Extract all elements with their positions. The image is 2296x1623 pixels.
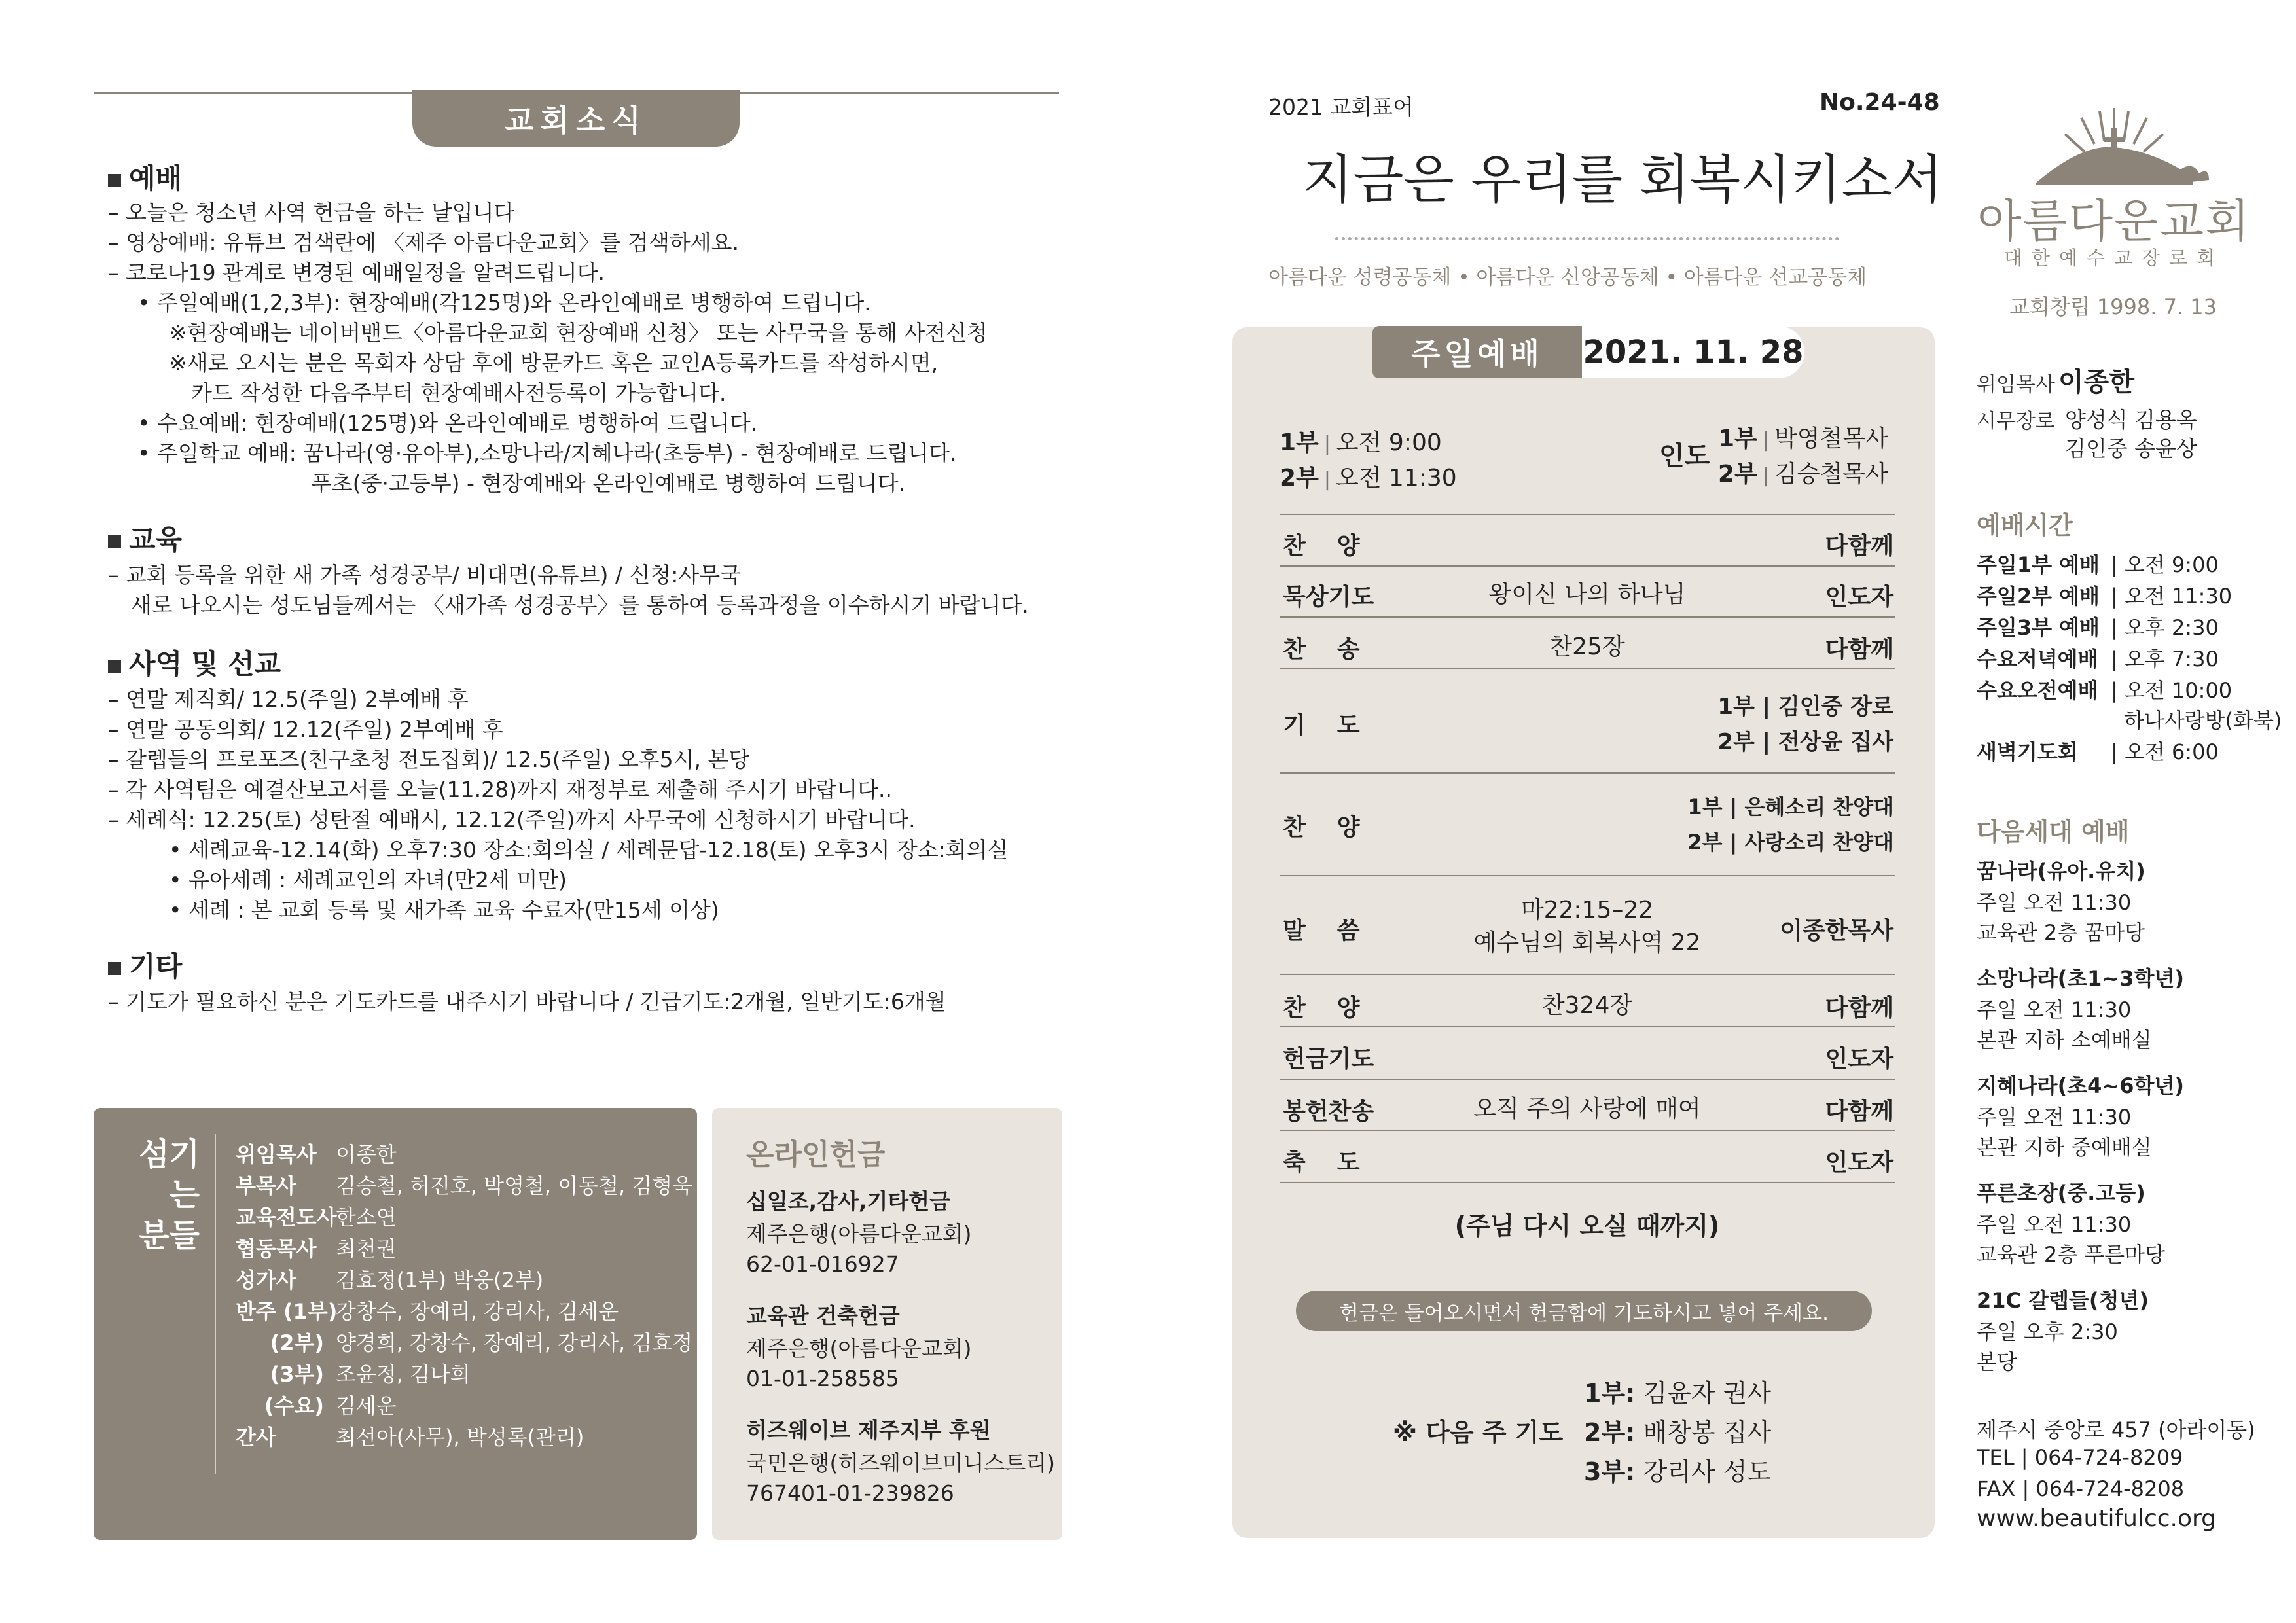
order-item: 찬양 [1283, 533, 1391, 560]
prayer-part: 2부: [1584, 1418, 1636, 1447]
leader-part: 2부 [1718, 461, 1757, 488]
order-item: 축도 [1283, 1149, 1391, 1176]
account-bank: 국민은행(히즈웨이브미니스트리) [746, 1450, 1056, 1476]
servant-names: 김승철, 허진호, 박영철, 이동철, 김형욱 [336, 1173, 693, 1198]
servant-row [236, 1390, 397, 1421]
next-gen-time: 주일 오전 11:30 [1977, 1212, 2132, 1237]
news-line: – 기도가 필요하신 분은 기도카드를 내주시기 바랍니다 / 긴급기도:2개월, 일반기도:6개월 [108, 989, 946, 1014]
order-who: 1부 | 김인중 장로 [1717, 694, 1893, 720]
leader-name: 김승철목사 [1774, 461, 1888, 488]
separator: | [1762, 464, 1769, 487]
worship-time-value: | 오전 6:00 [2111, 740, 2219, 764]
account-heading: 십일조,감사,기타헌금 [746, 1188, 950, 1214]
leader [1718, 420, 1888, 454]
news-line: • 주일학교 예배: 꿈나라(영·유아부),소망나라/지혜나라(초등부) - 현장예배로 드립니다. [137, 440, 957, 466]
worship-time-row [1977, 674, 2232, 704]
account-number: 62-01-016927 [746, 1251, 899, 1277]
row-divider [1280, 772, 1895, 774]
servant-role: 위임목사 [236, 1142, 317, 1167]
next-prayer-row [1584, 1373, 1771, 1409]
row-divider [1280, 875, 1895, 876]
next-gen-place: 본관 지하 소예배실 [1977, 1027, 2152, 1052]
next-prayer-label: ※ 다음 주 기도 [1393, 1418, 1564, 1447]
section-title: 사역 및 선교 [129, 648, 281, 680]
order-item: 봉헌찬송 [1283, 1098, 1374, 1125]
servant-names: 김효정(1부) 박웅(2부) [336, 1268, 544, 1293]
servant-row [236, 1359, 471, 1390]
worship-time-name: 주일2부 예배 [1977, 584, 2100, 609]
row-divider [1280, 514, 1895, 515]
account-heading: 히즈웨이브 제주지부 후원 [746, 1418, 991, 1443]
worship-time-value: | 오후 2:30 [2111, 615, 2219, 640]
worship-time-value: | 오전 9:00 [2111, 552, 2219, 577]
order-who: 다함께 [1825, 636, 1893, 663]
worship-time-row [1977, 704, 2282, 734]
worship-time-row [1977, 736, 2219, 766]
worship-date: 2021. 11. 28 [1582, 326, 1804, 378]
church-fax: FAX | 064-724-8208 [1977, 1476, 2185, 1501]
section-heading-etc [108, 945, 182, 984]
next-gen-name: 지혜나라(초4~6학년) [1977, 1073, 2184, 1098]
separator: | [1762, 429, 1769, 452]
servant-role: (3부) [270, 1362, 324, 1387]
worship-tag: 주일예배 [1372, 326, 1582, 378]
order-who: 다함께 [1825, 1098, 1893, 1125]
prayer-name: 김윤자 권사 [1643, 1379, 1772, 1408]
account-number: 01-01-258585 [746, 1366, 899, 1391]
servant-names: 양경희, 강창수, 장예리, 강리사, 김효정 [336, 1330, 693, 1355]
church-address: 제주시 중앙로 457 (아라이동) [1977, 1418, 2255, 1442]
row-divider [1280, 1182, 1895, 1183]
order-who: 인도자 [1825, 1046, 1893, 1073]
worship-time-name: 수요저녁예배 [1977, 647, 2098, 671]
order-content: 마22:15–22 [1520, 897, 1654, 923]
account-bank: 제주은행(아름다운교회) [746, 1336, 972, 1361]
row-divider [1280, 1026, 1895, 1027]
worship-time-row [1977, 643, 2219, 673]
leader-name: 박영철목사 [1774, 425, 1888, 452]
leader-part: 1부 [1718, 425, 1757, 452]
servant-role: 반주 (1부) [236, 1299, 338, 1324]
founded-date: 교회창립 1998. 7. 13 [2009, 294, 2217, 319]
news-line: – 코로나19 관계로 변경된 예배일정을 알려드립니다. [108, 260, 605, 285]
servant-names: 이종한 [336, 1142, 397, 1167]
next-gen-time: 주일 오전 11:30 [1977, 890, 2132, 915]
prayer-name: 강리사 성도 [1643, 1457, 1772, 1486]
order-content: 찬25장 [1549, 633, 1625, 660]
order-who: 2부 | 전상윤 집사 [1717, 729, 1893, 755]
news-line: • 유아세례 : 세례교인의 자녀(만2세 미만) [169, 867, 567, 893]
next-gen-place: 교육관 2층 푸른마당 [1977, 1242, 2165, 1267]
bullet-square-icon [108, 535, 121, 548]
denomination: 대한예수교장로회 [2003, 247, 2225, 269]
row-divider [1280, 565, 1895, 567]
news-line: ※새로 오시는 분은 목회자 상담 후에 방문카드 혹은 교인A등록카드를 작성하시면, [169, 350, 939, 376]
next-gen-time: 주일 오전 11:30 [1977, 1105, 2132, 1130]
church-motto: 지금은 우리를 회복시키소서 [1302, 149, 1943, 210]
servant-row [236, 1421, 584, 1453]
order-content: 찬324장 [1541, 992, 1633, 1019]
prayer-part: 1부: [1584, 1379, 1636, 1408]
order-item: 말씀 [1283, 918, 1391, 944]
worship-time-row [1977, 611, 2219, 641]
news-line: 새로 나오시는 성도님들께서는 〈새가족 성경공부〉를 통하여 등록과정을 이수하시기 바랍니다. [131, 592, 1029, 618]
news-line: • 주일예배(1,2,3부): 현장예배(각125명)와 온라인예배로 병행하여 드립니다. [137, 290, 871, 315]
prayer-name: 배창봉 집사 [1643, 1418, 1772, 1447]
order-who: 다함께 [1825, 533, 1893, 560]
servant-names: 한소연 [336, 1205, 397, 1230]
servant-row [236, 1233, 397, 1264]
until-he-comes: (주님 다시 오실 때까지) [1454, 1211, 1720, 1240]
offering-notice: 헌금은 들어오시면서 헌금함에 기도하시고 넣어 주세요. [1296, 1291, 1872, 1331]
order-item: 찬송 [1283, 636, 1391, 663]
worship-time-name: 주일3부 예배 [1977, 615, 2100, 640]
worship-time-value: | 오전 11:30 [2111, 584, 2233, 609]
order-who: 1부 | 은혜소리 찬양대 [1687, 794, 1893, 819]
servants-title [111, 1134, 200, 1256]
news-line: 카드 작성한 다음주부터 현장예배사전등록이 가능합니다. [191, 380, 726, 406]
next-gen-name: 꿈나라(유아.유치) [1977, 859, 2145, 883]
next-gen-place: 본당 [1977, 1349, 2017, 1374]
next-gen-title: 다음세대 예배 [1977, 817, 2130, 846]
issue-number: No.24-48 [1820, 89, 1940, 116]
leader-label [1659, 435, 1710, 473]
next-prayer-row [1584, 1452, 1771, 1488]
servant-names: 최천권 [336, 1236, 397, 1261]
row-divider [1280, 974, 1895, 975]
news-title: 교회소식 [412, 90, 740, 147]
news-line: – 교회 등록을 위한 새 가족 성경공부/ 비대면(유튜브) / 신청:사무국 [108, 562, 741, 588]
bullet-square-icon [108, 174, 121, 187]
news-line: – 영상예배: 유튜브 검색란에 〈제주 아름다운교회〉를 검색하세요. [108, 230, 739, 255]
separator: | [1323, 433, 1331, 455]
servant-row [236, 1327, 692, 1359]
bullet-square-icon [108, 660, 121, 673]
elders: 김인중 송윤상 [2065, 436, 2197, 461]
row-divider [1280, 668, 1895, 669]
next-gen-place: 본관 지하 중예배실 [1977, 1135, 2152, 1160]
order-who: 2부 | 사랑소리 찬양대 [1687, 830, 1893, 855]
next-prayer-row [1584, 1412, 1771, 1448]
order-item: 기도 [1283, 712, 1391, 739]
account-heading: 교육관 건축헌금 [746, 1303, 900, 1329]
order-item: 묵상기도 [1283, 584, 1374, 611]
elders-label: 시무장로 [1977, 410, 2055, 433]
next-gen-time: 주일 오후 2:30 [1977, 1319, 2118, 1344]
news-line: ※현장예배는 네이버밴드〈아름다운교회 현장예배 신청〉 또는 사무국을 통해 사전신청 [169, 320, 988, 346]
worship-time-row [1977, 548, 2219, 579]
dotted-divider [1335, 237, 1839, 240]
service-time-value: 오전 9:00 [1335, 429, 1442, 456]
prayer-part: 3부: [1584, 1457, 1636, 1486]
order-item: 찬양 [1283, 995, 1391, 1022]
worship-time-value: 하나사랑방(화북) [2124, 708, 2282, 733]
servants-title-line: 분들 [139, 1217, 200, 1254]
next-gen-name: 소망나라(초1~3학년) [1977, 966, 2184, 991]
order-content: 오직 주의 사랑에 매여 [1473, 1096, 1701, 1122]
servants-divider [215, 1134, 216, 1474]
row-divider [1280, 1079, 1895, 1080]
worship-time-value: | 오전 10:00 [2111, 678, 2233, 703]
servant-row [236, 1264, 543, 1296]
order-item: 헌금기도 [1283, 1046, 1374, 1073]
news-line: 푸초(중·고등부) - 현장예배와 온라인예배로 병행하여 드립니다. [311, 471, 906, 496]
order-who: 인도자 [1825, 1149, 1893, 1176]
worship-time-name: 새벽기도회 [1977, 740, 2078, 764]
worship-time-value: | 오후 7:30 [2111, 647, 2219, 671]
section-heading-worship [108, 157, 182, 196]
section-title: 예배 [129, 162, 183, 194]
account-number: 767401-01-239826 [746, 1480, 954, 1506]
next-gen-name: 21C 갈렙들(청년) [1977, 1288, 2149, 1313]
communities-line: 아름다운 성령공동체 • 아름다운 신앙공동체 • 아름다운 선교공동체 [1268, 266, 1867, 289]
servant-names: 최선아(사무), 박성록(관리) [336, 1425, 584, 1450]
news-line: • 수요예배: 현장예배(125명)와 온라인예배로 병행하여 드립니다. [137, 410, 758, 436]
news-line: – 갈렙들의 프로포즈(친구초청 전도집회)/ 12.5(주일) 오후5시, 본당 [108, 747, 750, 772]
next-gen-place: 교육관 2층 꿈마당 [1977, 920, 2145, 945]
service-time [1280, 424, 1442, 457]
servant-names: 강창수, 장예리, 강리사, 김세운 [336, 1299, 619, 1324]
servant-names: 조윤정, 김나희 [336, 1362, 471, 1387]
servant-role: 성가사 [236, 1268, 296, 1293]
row-divider [1280, 1130, 1895, 1131]
service-part: 1부 [1280, 429, 1319, 456]
section-title: 교육 [129, 524, 183, 556]
section-heading-ministry [108, 643, 281, 682]
servant-role: 부목사 [236, 1173, 296, 1198]
worship-time-name: 주일1부 예배 [1977, 552, 2100, 577]
servant-role: 간사 [236, 1425, 276, 1450]
servant-role: 협동목사 [236, 1236, 317, 1261]
servant-role: (2부) [270, 1330, 324, 1355]
church-tel: TEL | 064-724-8209 [1977, 1445, 2183, 1470]
servant-names: 김세운 [336, 1393, 397, 1418]
elders: 양성식 김용옥 [2065, 407, 2197, 433]
order-content: 예수님의 회복사역 22 [1473, 929, 1701, 956]
separator: | [1323, 468, 1331, 491]
news-line: – 오늘은 청소년 사역 헌금을 하는 날입니다 [108, 200, 515, 225]
leader [1718, 455, 1888, 489]
church-website-link[interactable]: www.beautifulcc.org [1977, 1505, 2217, 1532]
servant-row [236, 1202, 397, 1233]
servant-role: (수요) [264, 1393, 324, 1418]
account-bank: 제주은행(아름다운교회) [746, 1221, 972, 1247]
worship-time-name: 수요오전예배 [1977, 678, 2098, 703]
service-part: 2부 [1280, 465, 1319, 491]
section-title: 기타 [129, 950, 183, 982]
servants-title-line: 섬기는 [139, 1136, 200, 1213]
news-line: • 세례 : 본 교회 등록 및 새가족 교육 수료자(만15세 이상) [169, 897, 719, 923]
order-who: 다함께 [1825, 995, 1893, 1022]
order-who: 인도자 [1825, 584, 1893, 611]
worship-time-row [1977, 580, 2232, 610]
order-who: 이종한목사 [1780, 918, 1893, 944]
senior-pastor: 이종한 [2058, 367, 2134, 397]
service-time [1280, 459, 1457, 493]
worship-times-title: 예배시간 [1977, 511, 2073, 540]
servant-row [236, 1170, 692, 1202]
row-divider [1280, 616, 1895, 618]
servant-row [236, 1296, 619, 1327]
senior-pastor-label: 위임목사 [1977, 373, 2055, 397]
online-giving-title: 온라인헌금 [746, 1138, 886, 1171]
next-gen-name: 푸른초장(중.고등) [1977, 1181, 2145, 1205]
next-gen-time: 주일 오전 11:30 [1977, 997, 2132, 1022]
news-line: • 세례교육-12.14(화) 오후7:30 장소:회의실 / 세례문답-12.18(토) 오후3시 장소:회의실 [169, 837, 1009, 863]
news-line: – 연말 제직회/ 12.5(주일) 2부예배 후 [108, 687, 469, 712]
motto-label: 2021 교회표어 [1268, 94, 1414, 120]
bullet-square-icon [108, 962, 121, 975]
news-line: – 연말 공동의회/ 12.12(주일) 2부예배 후 [108, 717, 503, 742]
servant-row [236, 1139, 397, 1170]
order-item: 찬양 [1283, 814, 1391, 841]
news-line: – 각 사역팀은 예결산보고서를 오늘(11.28)까지 재정부로 제출해 주시기 바랍니다.. [108, 777, 892, 802]
news-line: – 세례식: 12.25(토) 성탄절 예배시, 12.12(주일)까지 사무국에 신청하시기 바랍니다. [108, 807, 916, 832]
service-time-value: 오전 11:30 [1335, 465, 1457, 491]
leader-label-text: 인도 [1659, 441, 1710, 471]
order-content: 왕이신 나의 하나님 [1488, 581, 1686, 608]
section-heading-education [108, 518, 182, 558]
church-name: 아름다운교회 [1977, 194, 2251, 248]
servant-role: 교육전도사 [236, 1205, 337, 1230]
